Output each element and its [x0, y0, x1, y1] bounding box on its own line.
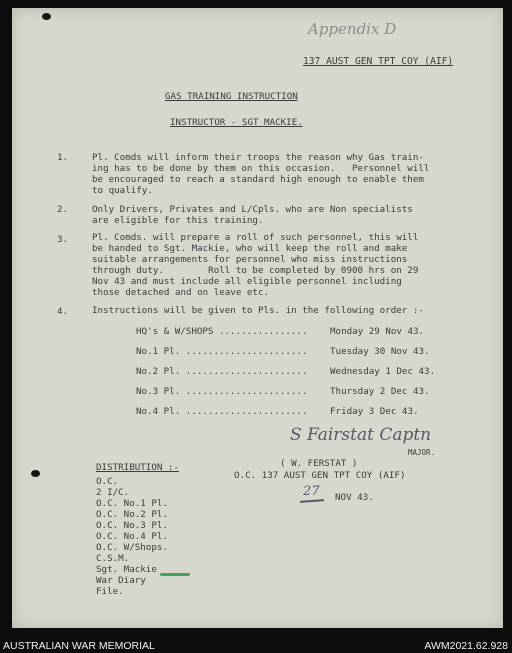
schedule-unit: No.3 Pl. ......................	[136, 386, 308, 397]
document-subtitle: INSTRUCTOR - SGT MACKIE.	[170, 117, 303, 128]
signature-day: 27	[303, 484, 320, 499]
signature-office: O.C. 137 AUST GEN TPT COY (AIF)	[234, 470, 406, 481]
punch-hole-top	[42, 13, 51, 20]
schedule-unit: HQ's & W/SHOPS ................	[136, 326, 308, 337]
paragraph-2-number: 2.	[57, 204, 69, 215]
signature-date: NOV 43.	[335, 492, 374, 503]
paragraph-3-line: Nov 43 and must include all eligible personnel including	[92, 276, 402, 287]
schedule-date: Friday 3 Dec 43.	[330, 406, 419, 417]
signature-rank: MAJOR.	[408, 448, 436, 457]
paragraph-3-line: Pl. Comds. will prepare a roll of such personnel, this will	[92, 232, 419, 243]
schedule-date: Wednesday 1 Dec 43.	[330, 366, 436, 377]
paragraph-1-line: ing has to be done by them on this occasion. Personnel will	[92, 163, 430, 174]
paragraph-2-line: are eligible for this training.	[92, 215, 264, 226]
paragraph-3-number: 3.	[57, 234, 69, 245]
handwritten-signature: S Fairstat Captn	[290, 425, 432, 445]
paragraph-1-line: be encouraged to reach a standard high enough to enable them	[92, 174, 424, 185]
paragraph-3-line: through duty. Roll to be completed by 0900 hrs on 29	[92, 265, 419, 276]
punch-hole-bottom	[31, 470, 40, 477]
paragraph-4-line: Instructions will be given to Pls. in the following order :-	[92, 305, 424, 316]
distribution-item: O.C. No.4 Pl.	[96, 531, 168, 542]
document-title: GAS TRAINING INSTRUCTION	[165, 91, 298, 102]
distribution-item: Sgt. Mackie	[96, 564, 157, 575]
schedule-unit: No.4 Pl. ......................	[136, 406, 308, 417]
distribution-item: O.C. W/Shops.	[96, 542, 168, 553]
paragraph-4-number: 4.	[57, 306, 69, 317]
footer-institution: AUSTRALIAN WAR MEMORIAL	[3, 640, 155, 652]
paragraph-3-line: be handed to Sgt. Mackie, who will keep the roll and make	[92, 243, 408, 254]
paragraph-1-line: to qualify.	[92, 185, 153, 196]
signature-name: ( W. FERSTAT )	[280, 458, 358, 469]
schedule-date: Thursday 2 Dec 43.	[330, 386, 430, 397]
distribution-item: 2 I/C.	[96, 487, 130, 498]
schedule-date: Monday 29 Nov 43.	[330, 326, 425, 337]
unit-heading: 137 AUST GEN TPT COY (AIF)	[303, 56, 454, 67]
schedule-date: Tuesday 30 Nov 43.	[330, 346, 430, 357]
distribution-item: War Diary	[96, 575, 146, 586]
distribution-item: O.C. No.1 Pl.	[96, 498, 168, 509]
distribution-item: C.S.M.	[96, 553, 130, 564]
footer-accession-number: AWM2021.62.928	[424, 640, 508, 652]
schedule-unit: No.2 Pl. ......................	[136, 366, 308, 377]
paragraph-3-line: those detached and on leave etc.	[92, 287, 270, 298]
handwritten-annotation: Appendix D	[308, 20, 397, 38]
paragraph-1-number: 1.	[57, 152, 69, 163]
schedule-unit: No.1 Pl. ......................	[136, 346, 308, 357]
paragraph-2-line: Only Drivers, Privates and L/Cpls. who are Non specialists	[92, 204, 413, 215]
distribution-item: File.	[96, 586, 124, 597]
green-highlight-mark	[160, 573, 190, 576]
distribution-heading: DISTRIBUTION :-	[96, 462, 179, 473]
distribution-item: O.C. No.3 Pl.	[96, 520, 168, 531]
distribution-item: O.C. No.2 Pl.	[96, 509, 168, 520]
distribution-item: O.C.	[96, 476, 119, 487]
paragraph-1-line: Pl. Comds will inform their troops the reason why Gas train-	[92, 152, 424, 163]
paragraph-3-line: suitable arrangements for personnel who miss instructions	[92, 254, 408, 265]
